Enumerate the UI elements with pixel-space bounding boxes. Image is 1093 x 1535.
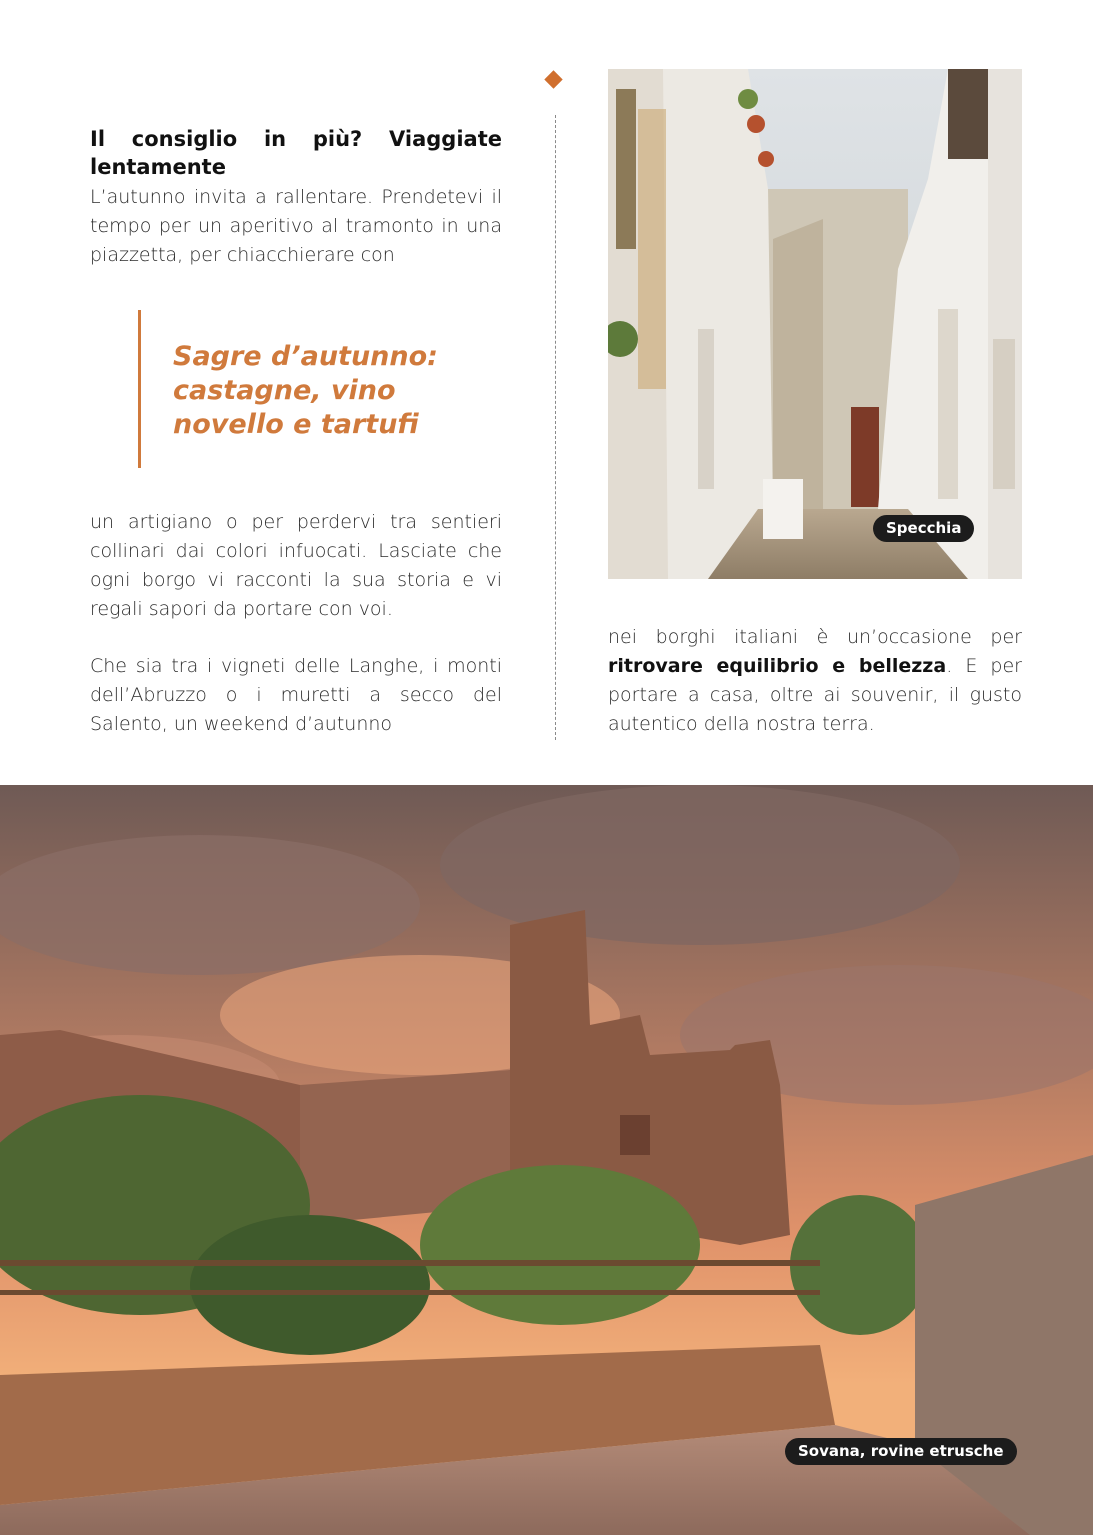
photo-caption-specchia: Specchia [873,515,974,542]
photo-sovana [0,785,1093,1535]
paragraph-4-start: nei borghi italiani è un’occasione per [608,626,1022,648]
paragraph-2: un artigiano o per perdervi tra sentieri collinari dai colori infuocati. Lasciate che ogni borgo vi racconti la sua storia e vi regali sapori da portare con voi. [90,511,502,620]
photo-caption-sovana: Sovana, rovine etrusche [785,1438,1017,1465]
paragraph-4-end: . E per portare a casa, oltre ai souvenir, il gusto autentico della nostra terra. [608,655,1022,735]
pull-quote [138,310,481,468]
section-heading-line2: lentamente [90,155,226,179]
paragraph-3: Che sia tra i vigneti delle Langhe, i monti dell’Abruzzo o i muretti a secco del Salento, un weekend d’autunno [90,655,502,735]
diamond-ornament-icon [544,70,562,88]
paragraph-1: L’autunno invita a rallentare. Prendetevi il tempo per un aperitivo al tramonto in una piazzetta, per chiacchierare con [90,186,502,266]
paragraph-4-highlight: ritrovare equilibrio e bellezza [608,655,947,677]
column-divider [555,115,556,740]
photo-specchia [608,69,1022,579]
section-heading [90,125,502,181]
pull-quote-text: Sagre d’autunno: castagne, vino novello e tartufi [173,341,438,440]
section-heading-line1: Il consiglio in più? Viaggiate [90,127,502,151]
paragraph-4 [608,623,1022,739]
